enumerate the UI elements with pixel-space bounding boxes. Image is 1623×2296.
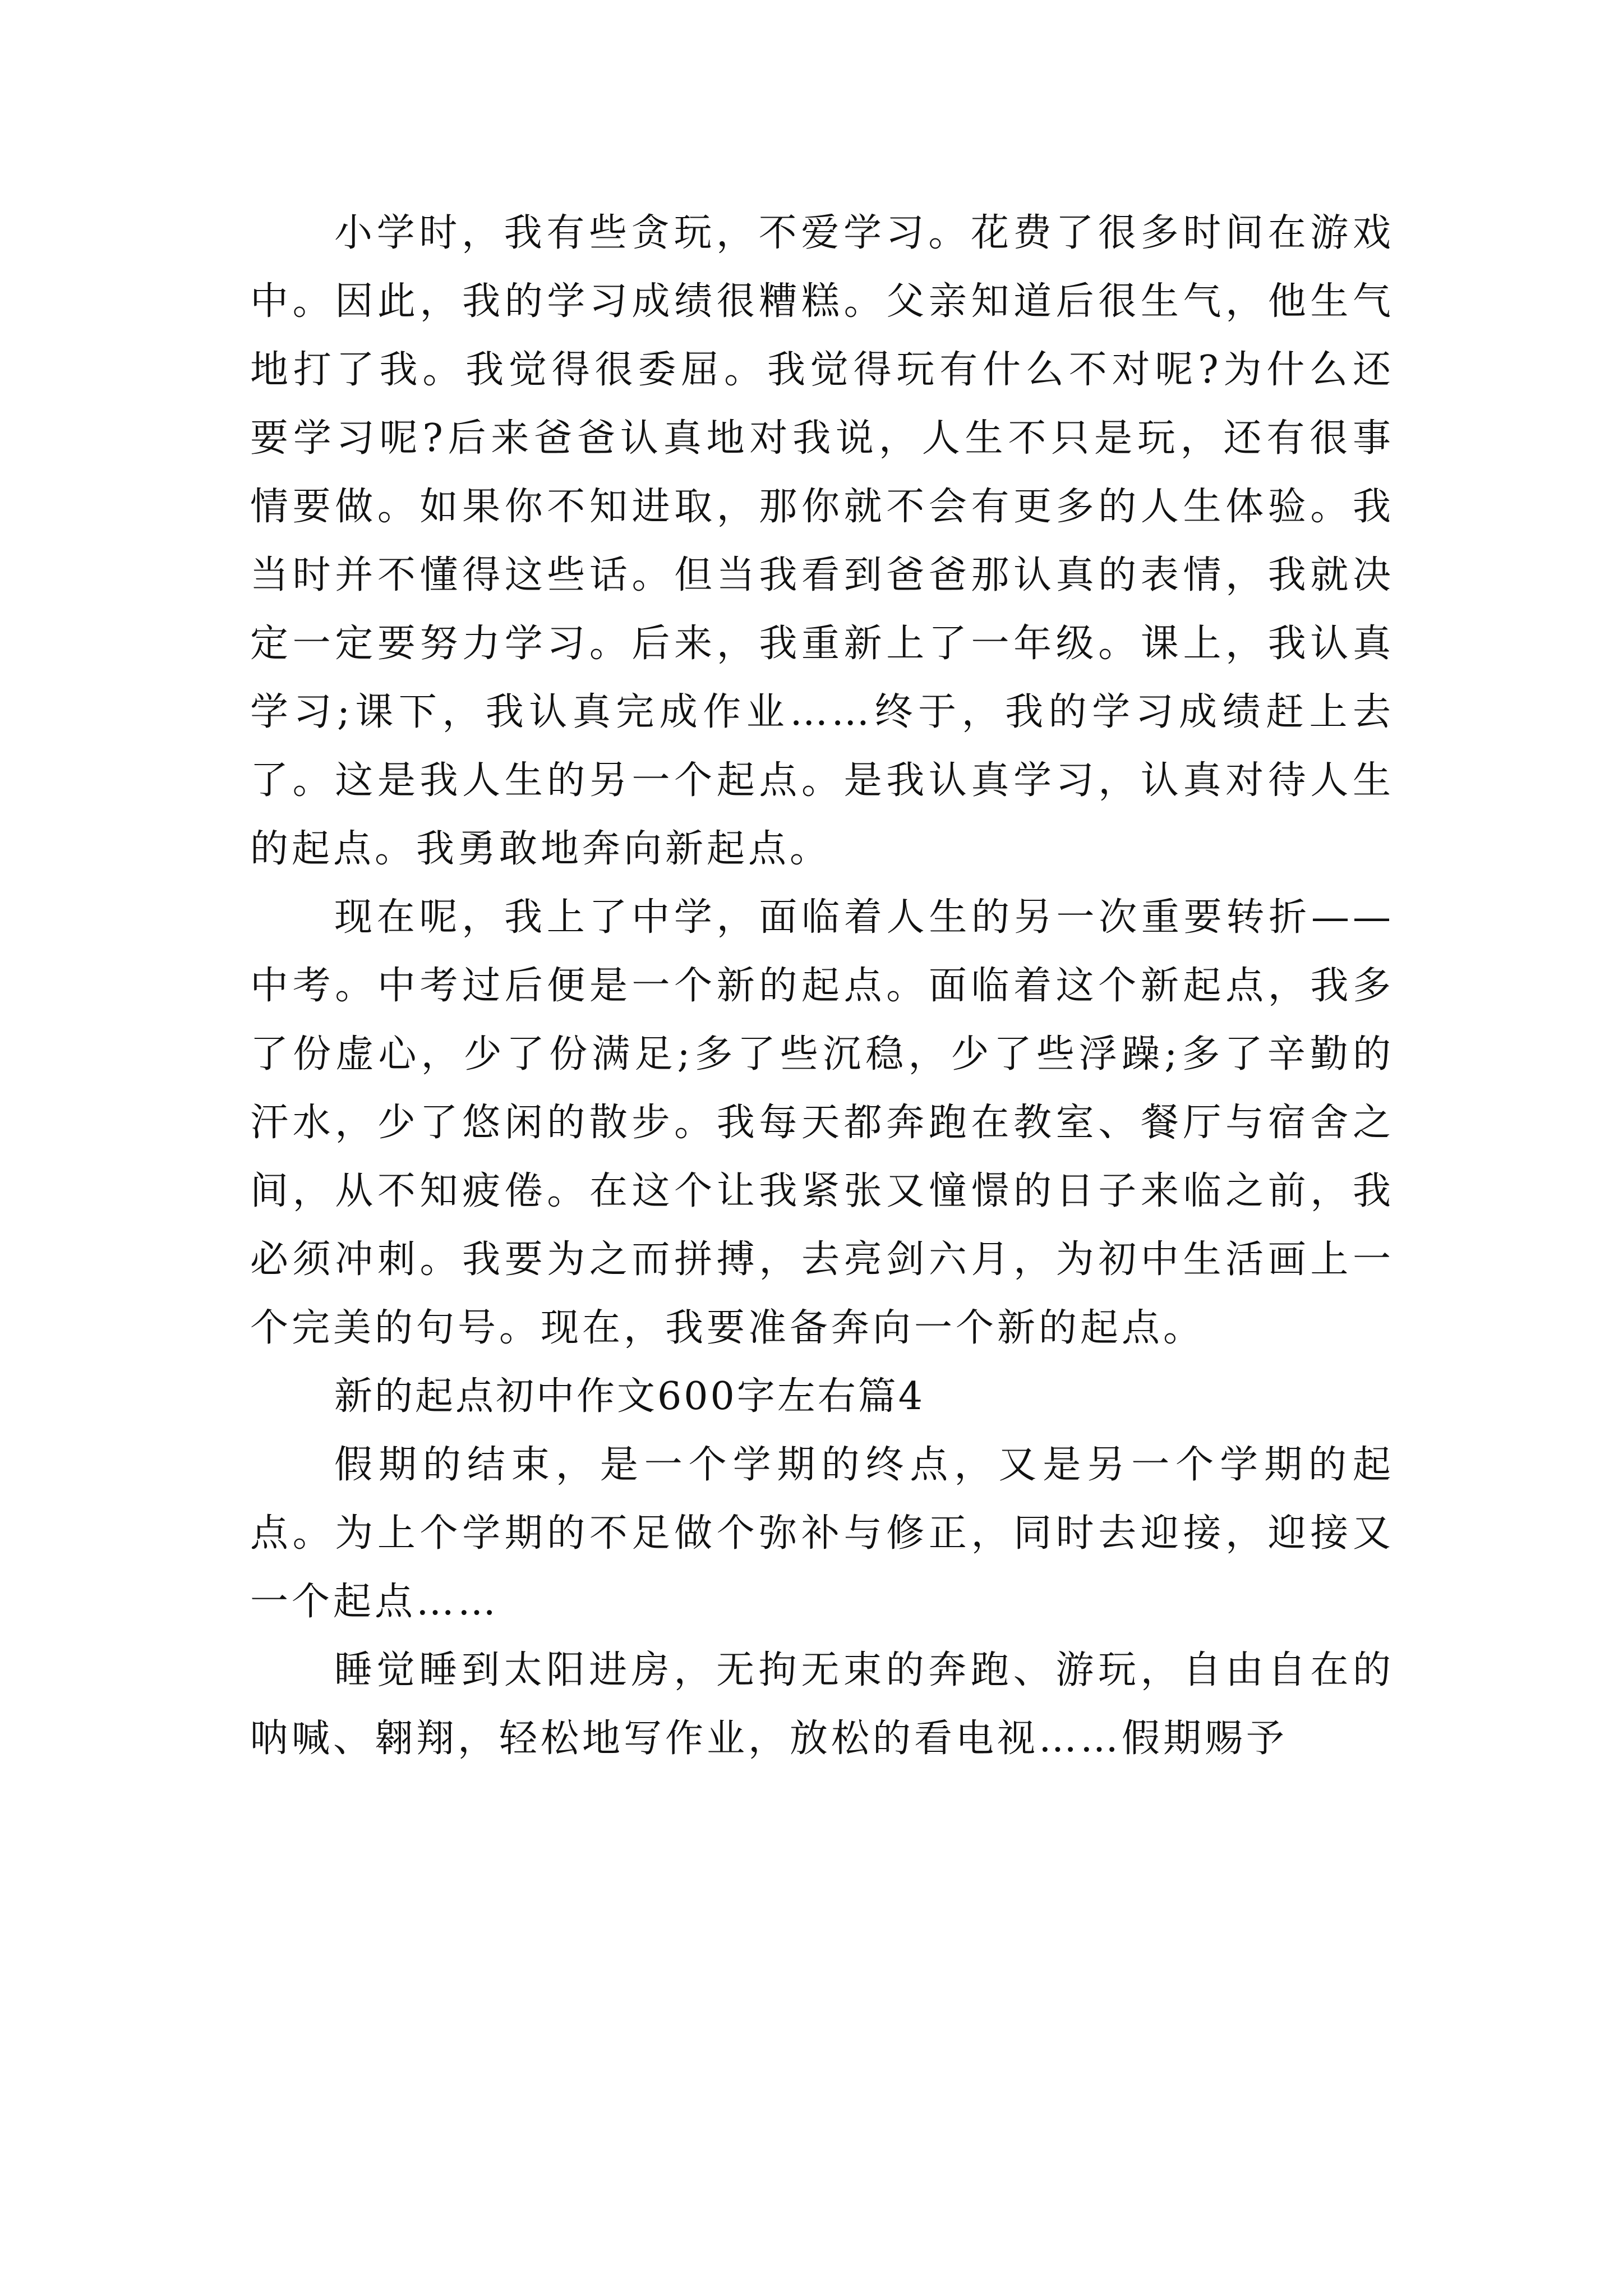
document-body — [250, 199, 1394, 1773]
paragraph-childhood: 小学时，我有些贪玩，不爱学习。花费了很多时间在游戏中。因此，我的学习成绩很糟糕。父亲知道后很生气，他生气地打了我。我觉得很委屈。我觉得玩有什么不对呢?为什么还要学习呢?后来爸爸认真地对我说，人生不只是玩，还有很事情要做。如果你不知进取，那你就不会有更多的人生体验。我当时并不懂得这些话。但当我看到爸爸那认真的表情，我就决定一定要努力学习。后来，我重新上了一年级。课上，我认真学习;课下，我认真完成作业……终于，我的学习成绩赶上去了。这是我人生的另一个起点。是我认真学习，认真对待人生的起点。我勇敢地奔向新起点。 — [250, 211, 1394, 871]
paragraph-holiday-life: 睡觉睡到太阳进房，无拘无束的奔跑、游玩，自由自在的呐喊、翱翔，轻松地写作业，放松的看电视……假期赐予 — [250, 1648, 1394, 1761]
paragraph-holiday-end: 假期的结束，是一个学期的终点，又是另一个学期的起点。为上个学期的不足做个弥补与修正，同时去迎接，迎接又一个起点…… — [250, 1443, 1394, 1624]
essay-heading: 新的起点初中作文600字左右篇4 — [334, 1374, 925, 1419]
paragraph-middle-school: 现在呢，我上了中学，面临着人生的另一次重要转折——中考。中考过后便是一个新的起点。面临着这个新起点，我多了份虚心，少了份满足;多了些沉稳，少了些浮躁;多了辛勤的汗水，少了悠闲的散步。我每天都奔跑在教室、餐厅与宿舍之间，从不知疲倦。在这个让我紧张又憧憬的日子来临之前，我必须冲刺。我要为之而拼搏，去亮剑六月，为初中生活画上一个完美的句号。现在，我要准备奔向一个新的起点。 — [250, 895, 1394, 1350]
